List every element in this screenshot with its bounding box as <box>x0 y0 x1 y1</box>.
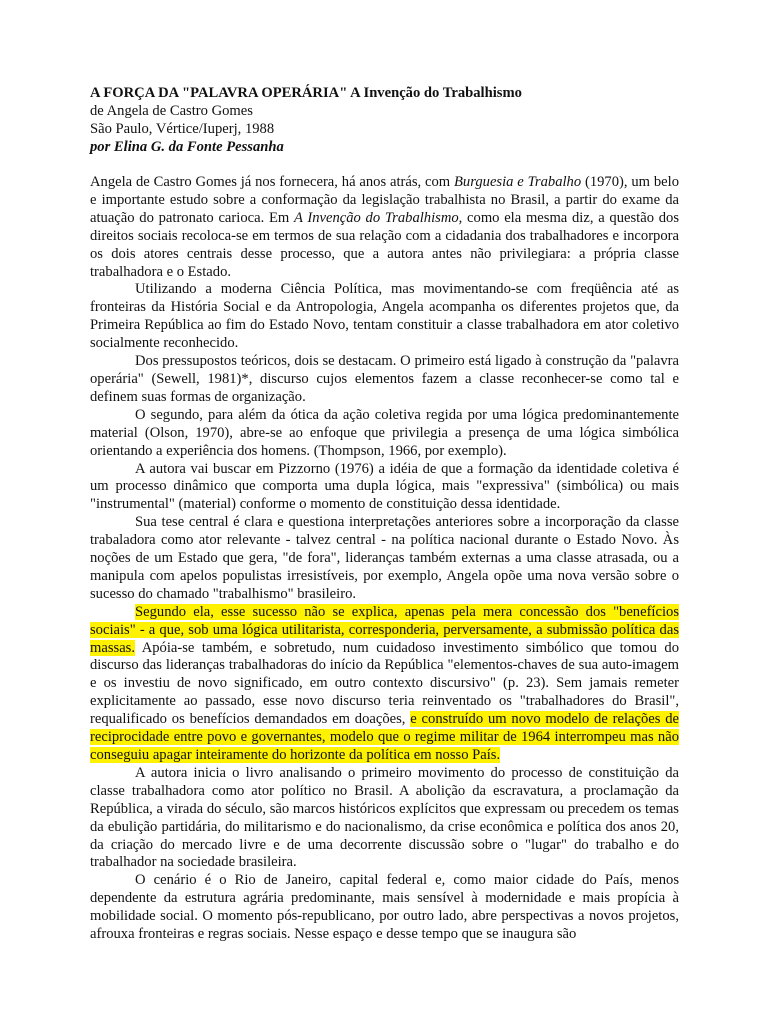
review-header <box>90 84 679 156</box>
highlighted-passage-2: e construído um novo modelo de relações de reciprocidade entre povo e governantes, modelo que o regime militar de 1964 interrompeu mas não conseguiu apagar inteiramente do horizonte da política em nosso País. <box>90 711 679 763</box>
paragraph-9: O cenário é o Rio de Janeiro, capital federal e, como maior cidade do País, menos dependente da estrutura agrária predominante, mais sensível à modernidade e mais propícia à mobilidade social. O momento pós-republicano, por outro lado, abre perspectivas a novos projetos, afrouxa fronteiras e regras sociais. Nesse espaço e desse tempo que se inaugura são <box>90 872 679 943</box>
paragraph-2: Utilizando a moderna Ciência Política, mas movimentando-se com freqüência até as fronteiras da História Social e da Antropologia, Angela acompanha os diferentes projetos que, da Primeira República ao fim do Estado Novo, tentam constituir a classe trabalhadora em ator coletivo socialmente reconhecido. <box>90 281 679 352</box>
publisher-line: São Paulo, Vértice/Iuperj, 1988 <box>90 121 275 137</box>
book-reference-invencao: A Invenção do Trabalhismo, <box>293 209 463 226</box>
highlighted-passage-1: Segundo ela, esse sucesso não se explica, apenas pela mera concessão dos "benefícios sociais" - a que, sob uma lógica utilitarista, corresponderia, perversamente, a submissão política das massas. <box>90 603 679 656</box>
paragraph-1-text-a: Angela de Castro Gomes já nos fornecera, há anos atrás, com <box>90 174 454 190</box>
book-title: A FORÇA DA "PALAVRA OPERÁRIA" A Invenção do Trabalhismo <box>90 85 522 101</box>
paragraph-8: A autora inicia o livro analisando o primeiro movimento do processo de constituição da classe trabalhadora como ator político no Brasil. A abolição da escravatura, a proclamação da República, a virada do século, são marcos históricos explícitos que expressam ou precedem os temas da ebulição partidária, do militarismo e do nacionalismo, da crise econômica e política dos anos 20, da criação do mercado livre e de uma decorrente discussão sobre o "lugar" do trabalho e do trabalhador na sociedade brasileira. <box>90 764 679 871</box>
paragraph-6: Sua tese central é clara e questiona interpretações anteriores sobre a incorporação da classe trabaladora como ator relevante - talvez central - na política nacional durante o Estado Novo. Às noções de um Estado que gera, "de fora", lideranças também externas a uma classe atrasada, ou a manipula com apelos populistas irresistíveis, por exemplo, Angela opõe uma nova versão sobre o sucesso do chamado "trabalhismo" brasileiro. <box>90 514 679 602</box>
paragraph-7-text-mid: Apóia-se também, e sobretudo, num cuidadoso investimento simbólico que tomou do discurso das lideranças trabalhadoras do início da República "elementos-chaves de sua auto-imagem e os investiu de novo significado, em outro contexto discursivo" (p. 23). Sem jamais remeter explicitamente ao passado, esse novo discurso teria reinventado os "trabalhadores do Brasil", requalificado os benefícios demandados em doações, <box>90 639 679 728</box>
review-body <box>90 174 679 944</box>
book-reference-burguesia: Burguesia e Trabalho <box>454 174 582 190</box>
paragraph-3: Dos pressupostos teóricos, dois se destacam. O primeiro está ligado à construção da "palavra operária" (Sewell, 1981)*, discurso cujos elementos fazem a classe reconhecer-se como tal e definem suas formas de organização. <box>90 353 679 405</box>
paragraph-7 <box>90 604 679 765</box>
paragraph-1 <box>90 174 679 281</box>
paragraph-1-text-c: (1970), um belo e importante estudo sobre a conformação da legislação trabalhista no Brasil, a partir do exame da atuação do patronato carioca. Em <box>90 174 679 226</box>
book-author: de Angela de Castro Gomes <box>90 103 253 119</box>
paragraph-5: A autora vai buscar em Pizzorno (1976) a idéia de que a formação da identidade coletiva é um processo dinâmico que comporta uma dupla lógica, mais "expressiva" (simbólica) ou mais "instrumental" (material) conforme o momento de constituição dessa identidade. <box>90 460 679 513</box>
paragraph-1-text-e: como ela mesma diz, a questão dos direitos sociais recoloca-se em termos de sua relação com a cidadania dos trabalhadores e incorpora os dois atores centrais desse processo, que a autora antes não privilegiara: a própria classe trabalhadora e o Estado. <box>90 209 680 280</box>
reviewer-line: por Elina G. da Fonte Pessanha <box>90 139 284 155</box>
paragraph-4: O segundo, para além da ótica da ação coletiva regida por uma lógica predominantemente material (Olson, 1970), abre-se ao enfoque que privilegia a presença de uma lógica simbólica orientando a experiência dos homens. (Thompson, 1966, por exemplo). <box>90 406 679 459</box>
